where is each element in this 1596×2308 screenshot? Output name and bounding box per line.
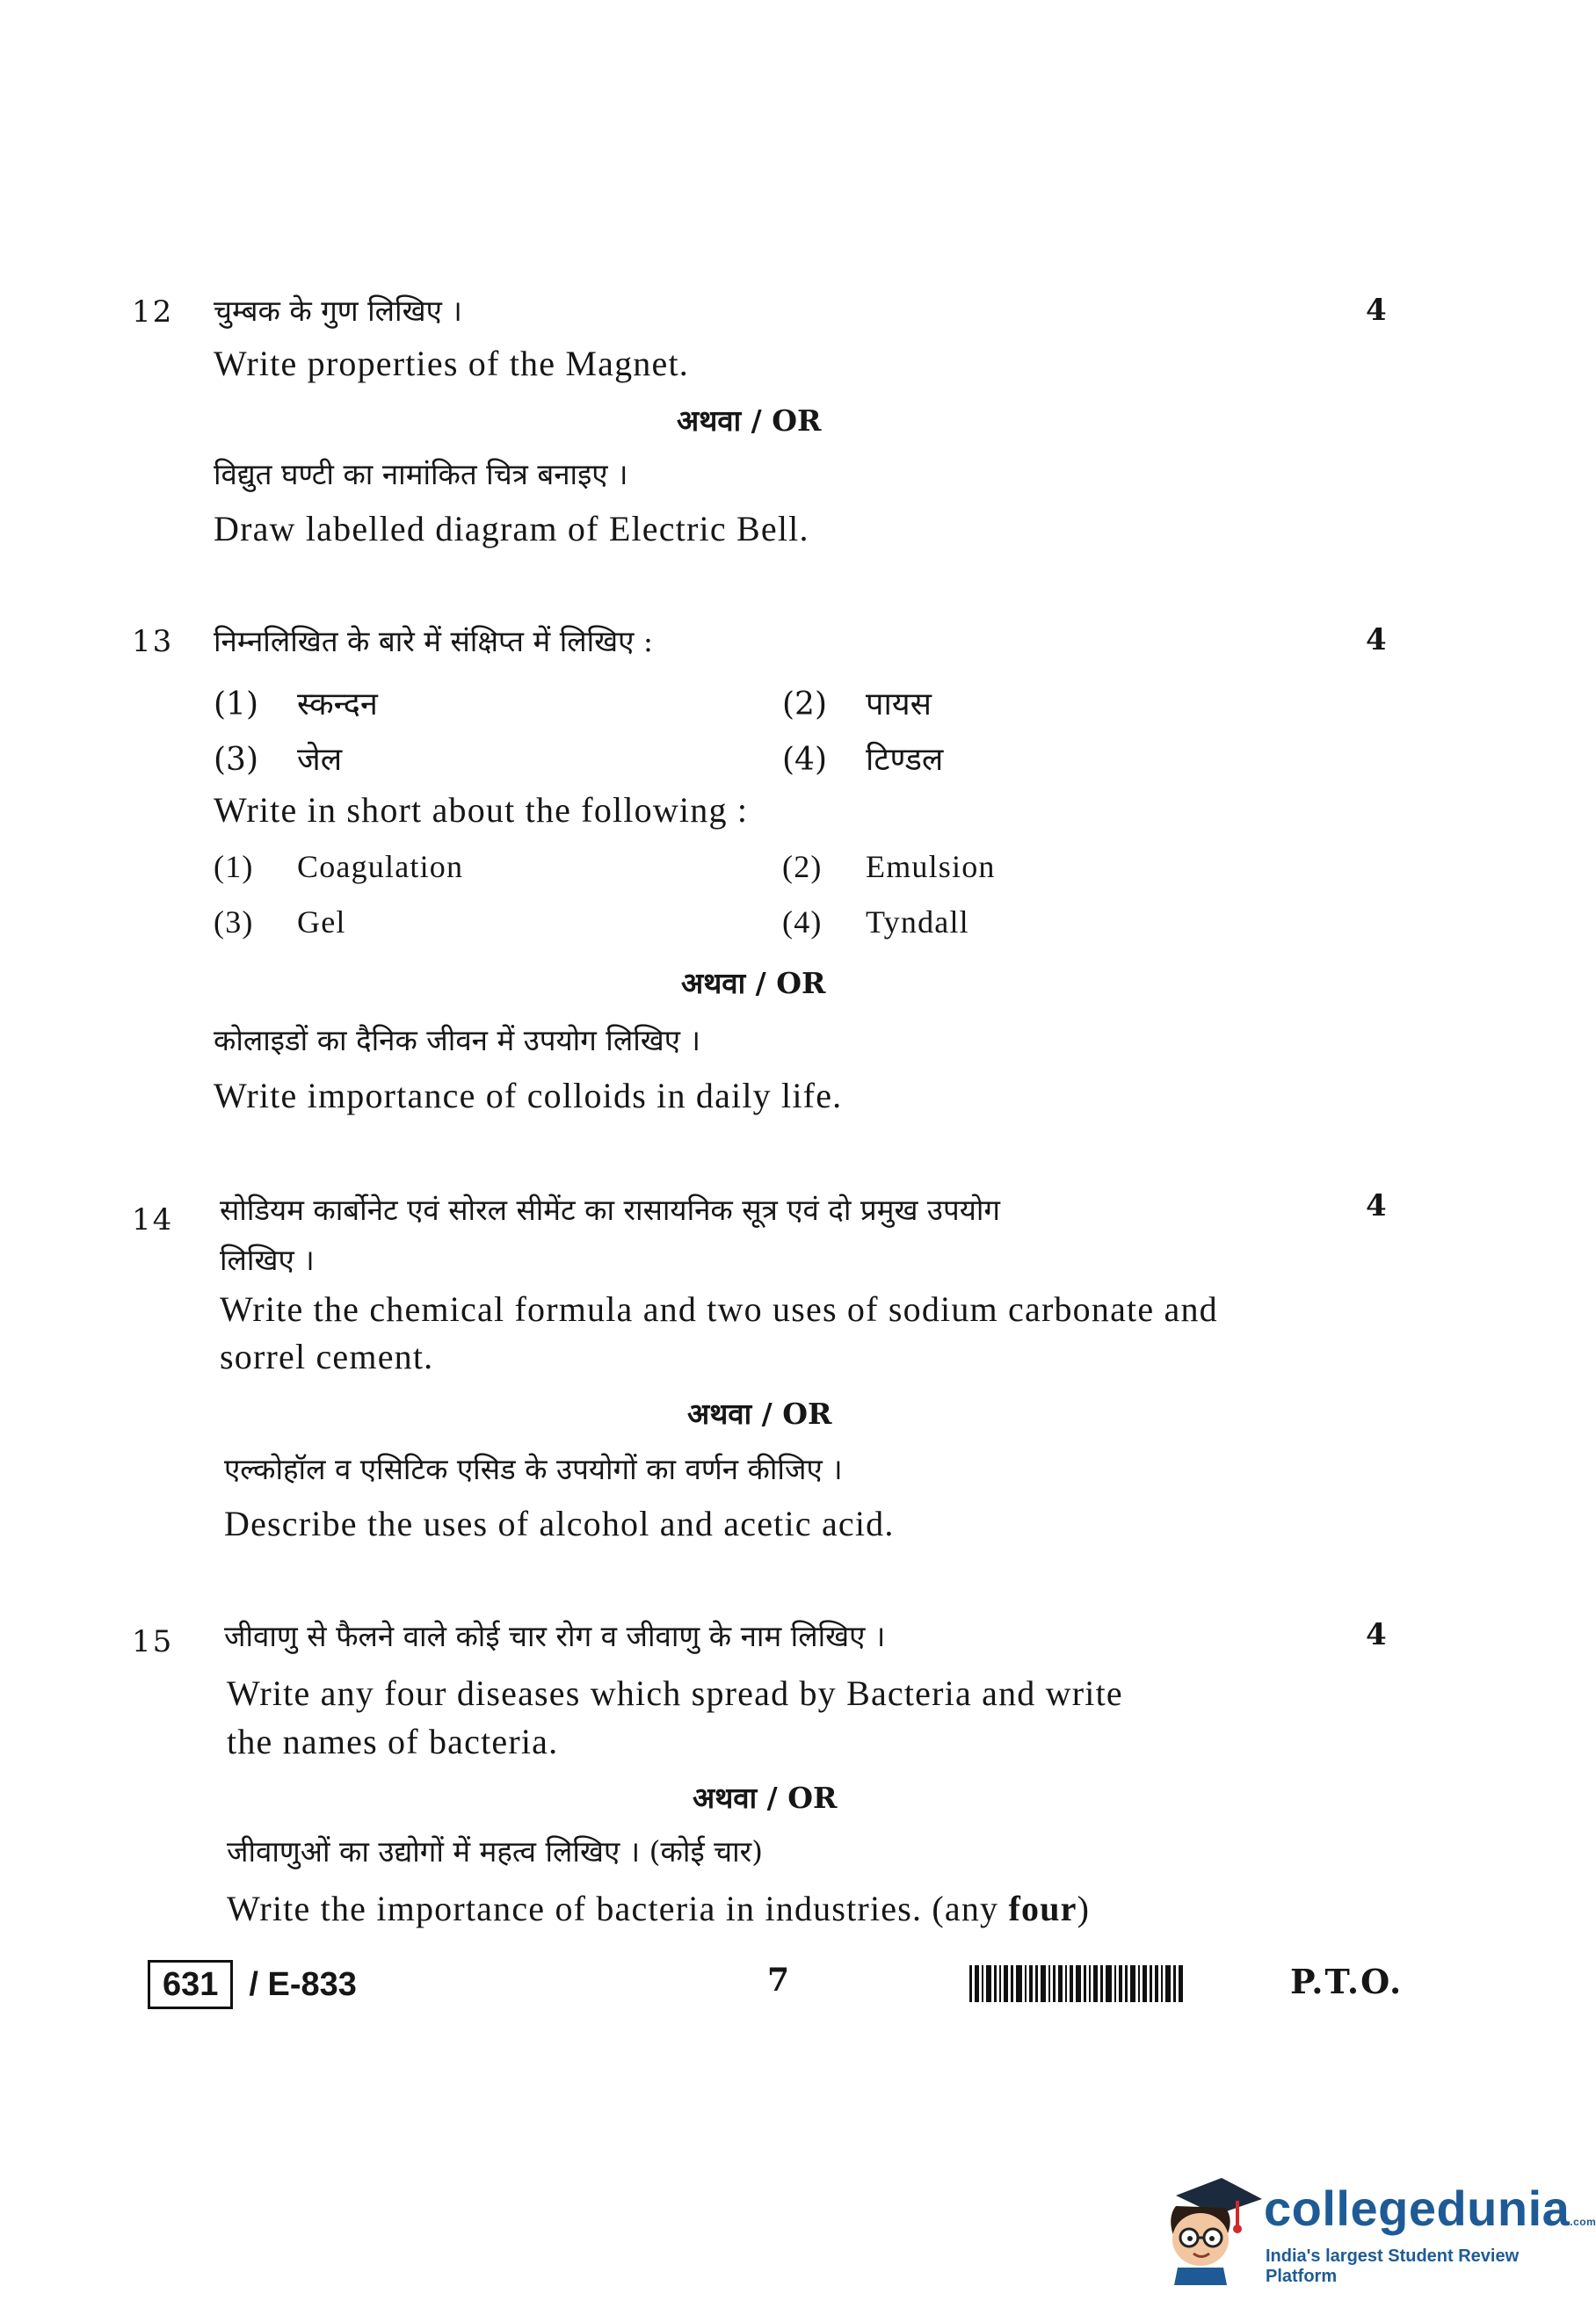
brand-name: collegedunia.com: [1264, 2181, 1596, 2236]
question-english: Write properties of the Magnet.: [214, 344, 689, 383]
hindi-item: (3) जेल: [214, 742, 343, 778]
barcode: [969, 1965, 1259, 2002]
question-marks: 4: [1366, 1188, 1387, 1223]
paper-code-box: 631: [148, 1960, 233, 2009]
alt-question-hindi: कोलाइडों का दैनिक जीवन में उपयोग लिखिए ।: [214, 1023, 701, 1057]
question-marks: 4: [1366, 1617, 1387, 1652]
english-item: (4) Tyndall: [782, 904, 969, 940]
question-number: 14: [132, 1202, 174, 1237]
hindi-item: (1) स्कन्दन: [214, 686, 378, 722]
question-hindi: निम्नलिखित के बारे में संक्षिप्त में लिखिए :: [214, 624, 654, 658]
or-divider: अथवा / OR: [693, 1781, 838, 1815]
question-hindi: सोडियम कार्बोनेट एवं सोरल सीमेंट का रासायनिक सूत्र एवं दो प्रमुख उपयोग: [220, 1193, 1001, 1227]
alt-question-english: Write importance of colloids in daily life.: [214, 1076, 843, 1115]
alt-question-english: Write the importance of bacteria in industries. (any four): [227, 1889, 1091, 1928]
question-hindi: लिखिए ।: [220, 1243, 315, 1277]
hindi-item: (2) पायस: [782, 686, 932, 722]
question-english: Write in short about the following :: [214, 790, 749, 830]
or-divider: अथवा / OR: [677, 403, 822, 438]
question-number: 13: [132, 624, 174, 659]
or-divider: अथवा / OR: [681, 966, 826, 1000]
brand-tagline: India's largest Student Review Platform: [1266, 2246, 1520, 2286]
question-english: the names of bacteria.: [227, 1722, 559, 1761]
question-number: 15: [132, 1624, 174, 1659]
english-item: (3) Gel: [214, 904, 346, 940]
paper-code: [148, 1960, 357, 2009]
question-number: 12: [132, 294, 174, 330]
question-marks: 4: [1366, 293, 1387, 328]
english-item: (1) Coagulation: [214, 849, 464, 884]
alt-question-english: Draw labelled diagram of Electric Bell.: [214, 509, 809, 548]
question-hindi: चुम्बक के गुण लिखिए ।: [214, 294, 462, 328]
paper-series: / E-833: [249, 1965, 357, 2003]
question-english: sorrel cement.: [220, 1337, 434, 1376]
question-hindi: जीवाणु से फैलने वाले कोई चार रोग व जीवाणु के नाम लिखिए ।: [224, 1619, 886, 1653]
question-english: Write the chemical formula and two uses of sodium carbonate and: [220, 1289, 1218, 1329]
english-item: (2) Emulsion: [782, 849, 996, 884]
question-english: Write any four diseases which spread by Bacteria and write: [227, 1673, 1123, 1713]
alt-question-hindi: विद्युत घण्टी का नामांकित चित्र बनाइए ।: [214, 457, 628, 491]
student-mascot-icon: [1158, 2162, 1264, 2285]
or-divider: अथवा / OR: [687, 1397, 832, 1431]
please-turn-over: P.T.O.: [1290, 1962, 1404, 2001]
alt-question-hindi: एल्कोहॉल व एसिटिक एसिड के उपयोगों का वर्णन कीजिए ।: [224, 1452, 843, 1486]
alt-question-hindi: जीवाणुओं का उद्योगों में महत्व लिखिए । (कोई चार): [227, 1834, 764, 1869]
alt-question-english: Describe the uses of alcohol and acetic acid.: [224, 1504, 895, 1543]
question-marks: 4: [1366, 622, 1387, 657]
collegedunia-logo: [1158, 2162, 1596, 2294]
hindi-item: (4) टिण्डल: [782, 742, 944, 778]
page-number: 7: [767, 1962, 790, 1999]
